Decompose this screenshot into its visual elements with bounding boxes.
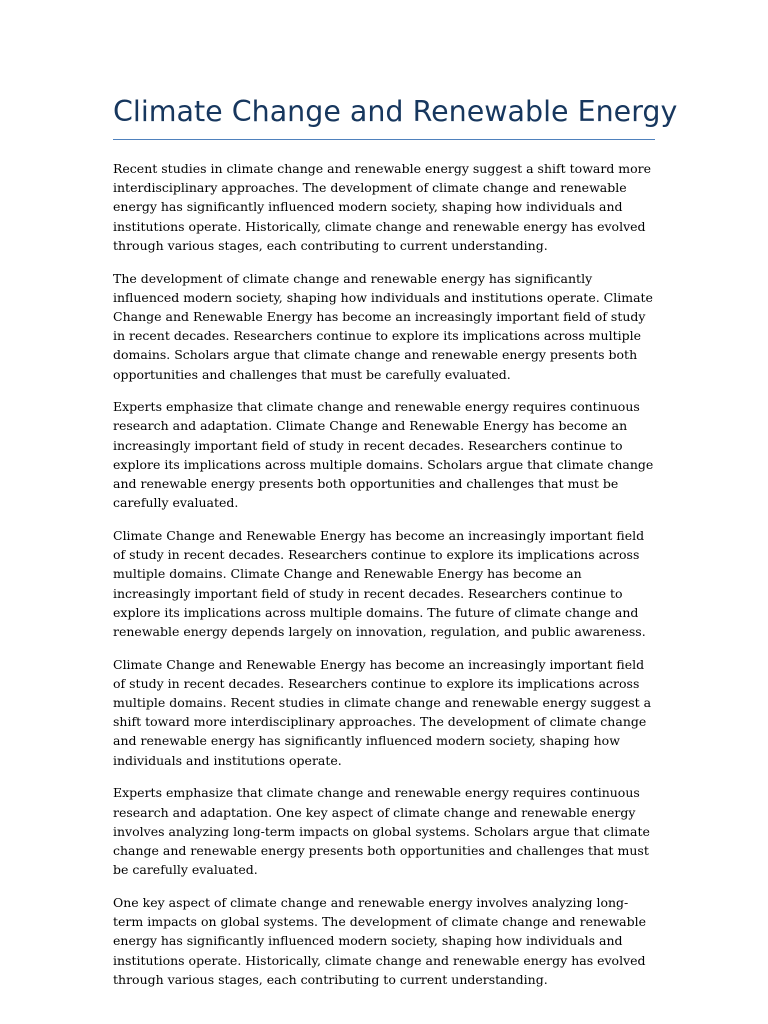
paragraph-1: Recent studies in climate change and renewable energy suggest a shift toward more interdisciplinary approaches. The development of climate change and renewable energy has significantly influenced modern society, shaping how individuals and institutions operate. Historically, climate change and renewable energy has evolved through various stages, each contributing to current understanding.	[113, 161, 652, 253]
paragraph-2: The development of climate change and renewable energy has significantly influenced modern society, shaping how individuals and institutions operate. Climate Change and Renewable Energy has become an increasingly important field of study in recent decades. Researchers continue to explore its implications across multiple domains. Scholars argue that climate change and renewable energy presents both opportunities and challenges that must be carefully evaluated.	[113, 270, 653, 382]
document-title: Climate Change and Renewable Energy	[113, 95, 678, 128]
paragraph-6: Experts emphasize that climate change and renewable energy requires continuous research and adaptation. One key aspect of climate change and renewable energy involves analyzing long-term impacts on global systems. Scholars argue that climate change and renewable energy presents both opportunities and challenges that must be carefully evaluated.	[113, 785, 650, 878]
paragraph-7: One key aspect of climate change and renewable energy involves analyzing long-term impacts on global systems. The development of climate change and renewable energy has significantly influenced modern society, shaping how individuals and institutions operate. Historically, climate change and renewable energy has evolved through various stages, each contributing to current understanding.	[113, 894, 647, 987]
document-body	[113, 159, 658, 1002]
paragraph-4: Climate Change and Renewable Energy has become an increasingly important field of study in recent decades. Researchers continue to explore its implications across multiple domains. Climate Change and Renewable Energy has become an increasingly important field of study in recent decades. Researchers continue to explore its implications across multiple domains. The future of climate change and renewable energy depends largely on innovation, regulation, and public awareness.	[113, 527, 646, 639]
title-underline	[113, 139, 655, 140]
paragraph-5: Climate Change and Renewable Energy has become an increasingly important field of study in recent decades. Researchers continue to explore its implications across multiple domains. Recent studies in climate change and renewable energy suggest a shift toward more interdisciplinary approaches. The development of climate change and renewable energy has significantly influenced modern society, shaping how individuals and institutions operate.	[113, 656, 652, 768]
paragraph-3: Experts emphasize that climate change and renewable energy requires continuous research and adaptation. Climate Change and Renewable Energy has become an increasingly important field of study in recent decades. Researchers continue to explore its implications across multiple domains. Scholars argue that climate change and renewable energy presents both opportunities and challenges that must be carefully evaluated.	[113, 399, 654, 511]
